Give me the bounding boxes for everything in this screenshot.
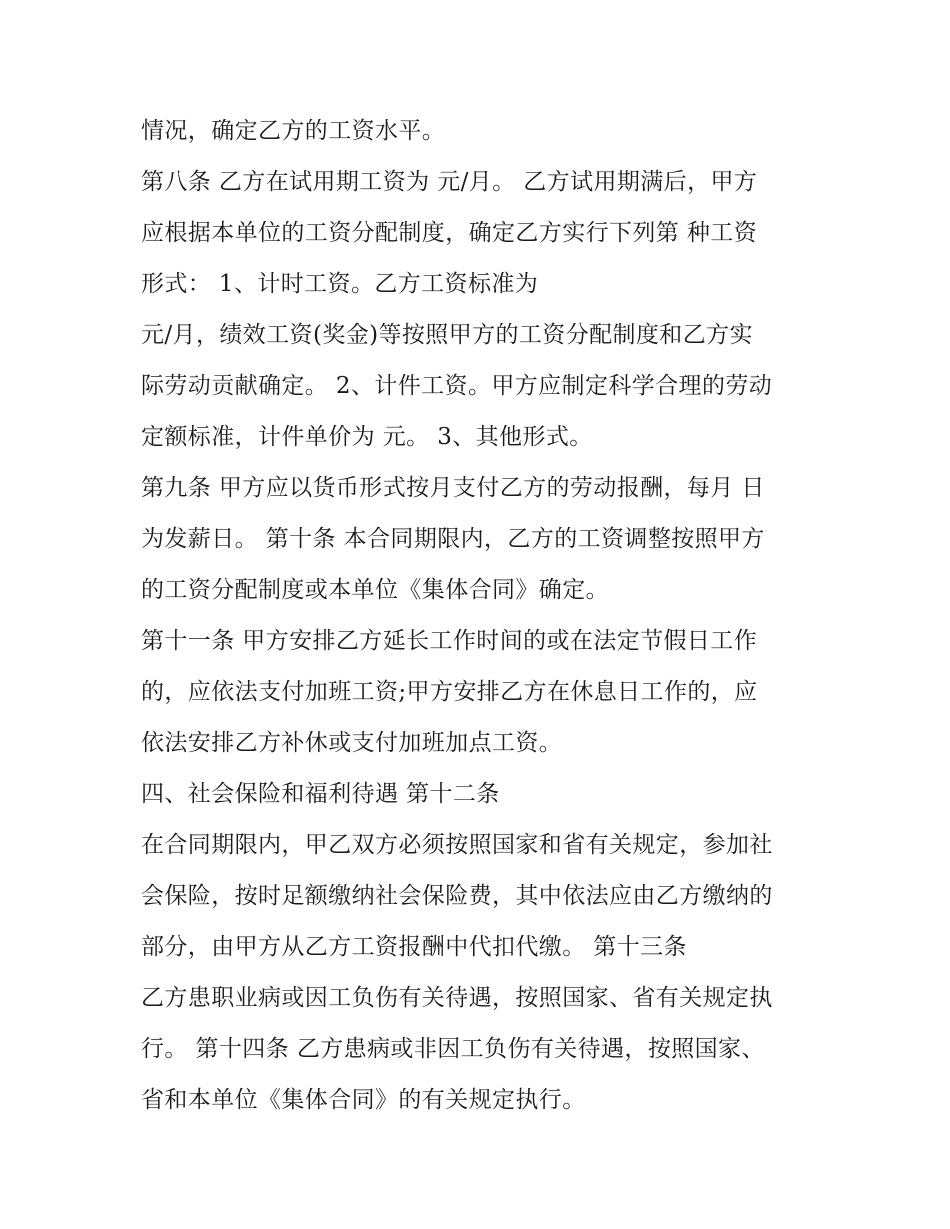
text-line: 在合同期限内，甲乙双方必须按照国家和省有关规定，参加社: [141, 832, 773, 858]
text-line: 际劳动贡献确定。 2、计件工资。甲方应制定科学合理的劳动: [141, 373, 773, 399]
text-line: 第十一条 甲方安排乙方延长工作时间的或在法定节假日工作: [141, 628, 758, 654]
document-body: [141, 106, 841, 1126]
text-line: 第八条 乙方在试用期工资为 元/月。 乙方试用期满后，甲方: [141, 169, 758, 195]
text-line: 会保险，按时足额缴纳社会保险费，其中依法应由乙方缴纳的: [141, 883, 773, 909]
text-line: 元/月，绩效工资(奖金)等按照甲方的工资分配制度和乙方实: [141, 322, 753, 348]
text-line: 行。 第十四条 乙方患病或非因工负伤有关待遇，按照国家、: [141, 1036, 765, 1062]
text-line: 依法安排乙方补休或支付加班加点工资。: [141, 730, 563, 756]
text-line: 应根据本单位的工资分配制度，确定乙方实行下列第 种工资: [141, 220, 758, 246]
text-line: 为发薪日。 第十条 本合同期限内，乙方的工资调整按照甲方: [141, 526, 765, 552]
text-line: 的，应依法支付加班工资;甲方安排乙方在休息日工作的，应: [141, 679, 758, 705]
text-line: 情况，确定乙方的工资水平。: [141, 118, 446, 144]
text-line: 省和本单位《集体合同》的有关规定执行。: [141, 1087, 586, 1113]
text-line: 部分，由甲方从乙方工资报酬中代扣代缴。 第十三条: [141, 934, 687, 960]
text-line: 定额标准，计件单价为 元。 3、其他形式。: [141, 424, 593, 450]
text-line: 形式： 1、计时工资。乙方工资标准为: [141, 271, 539, 297]
text-line: 第九条 甲方应以货币形式按月支付乙方的劳动报酬，每月 日: [141, 475, 765, 501]
text-line: 的工资分配制度或本单位《集体合同》确定。: [141, 577, 609, 603]
section-heading: 四、社会保险和福利待遇 第十二条: [141, 781, 500, 807]
text-line: 乙方患职业病或因工负伤有关待遇，按照国家、省有关规定执: [141, 985, 773, 1011]
